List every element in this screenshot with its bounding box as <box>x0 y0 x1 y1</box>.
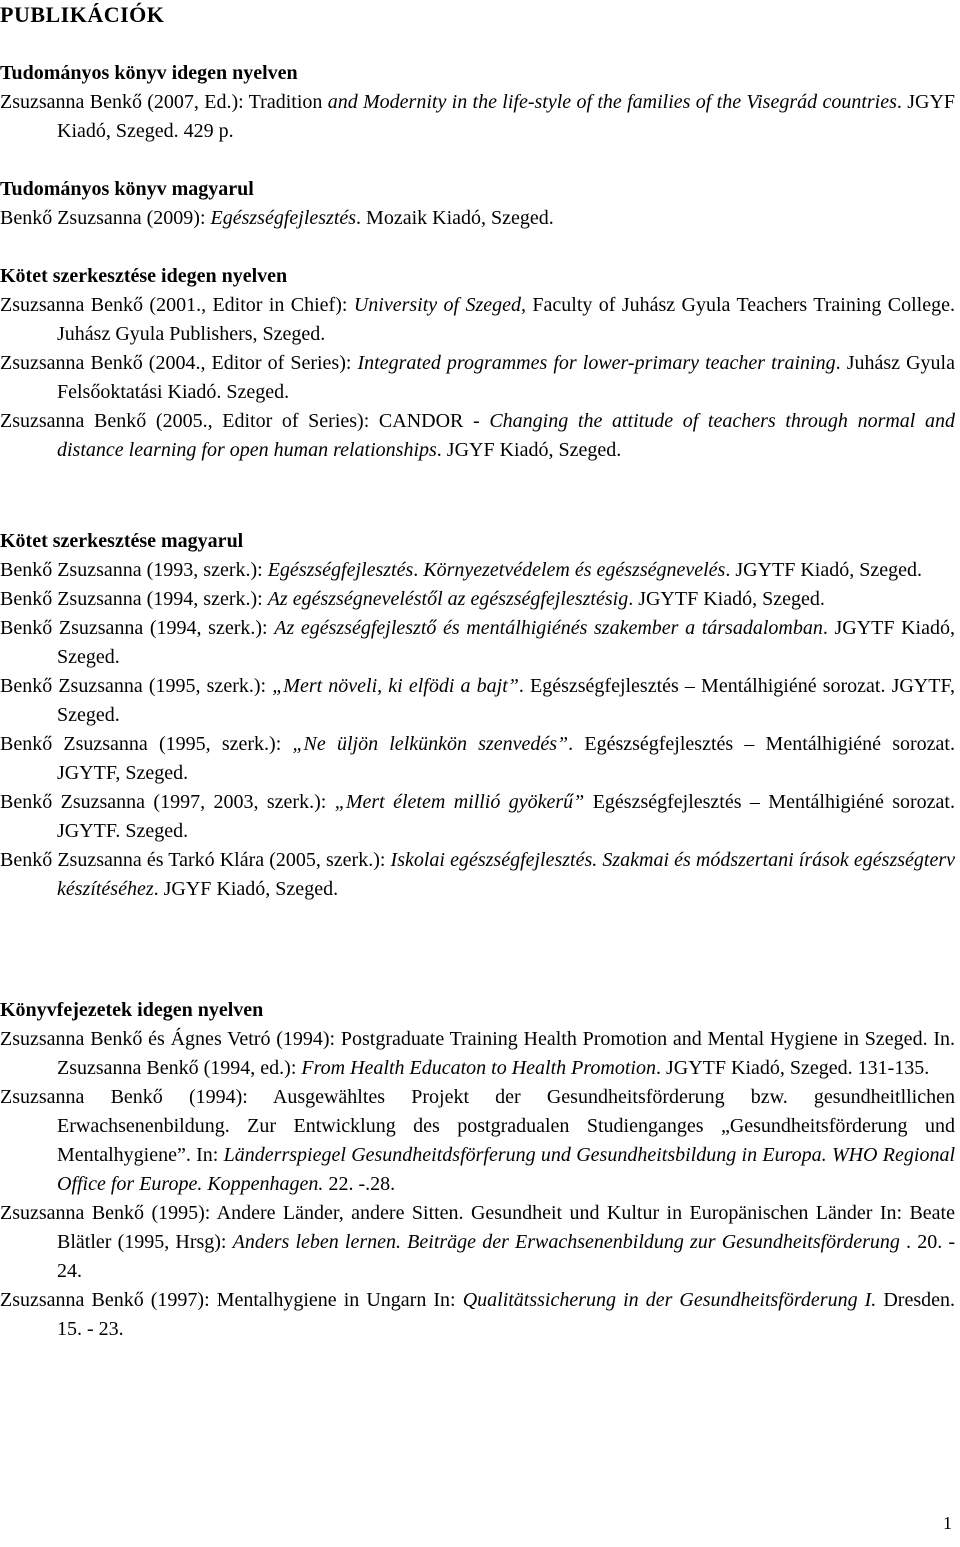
publication-entry <box>0 556 955 585</box>
publication-text: Zsuzsanna Benkő (1997): Mentalhygiene in Ungarn In: <box>0 1289 463 1311</box>
page-title: PUBLIKÁCIÓK <box>0 2 165 27</box>
publication-entry <box>0 349 955 407</box>
publication-entry <box>0 788 955 846</box>
publication-text: . JGYTF Kiadó, Szeged. 131-135. <box>655 1057 930 1079</box>
publication-text: Zsuzsanna Benkő (2001., Editor in Chief): <box>0 294 354 316</box>
publication-text: . JGYF Kiadó, Szeged. <box>153 878 339 900</box>
publication-text: Benkő Zsuzsanna (1995, szerk.): <box>0 733 293 755</box>
publication-text: , Faculty of Juhász Gyula Teachers Training College. Juhász Gyula Publishers, Szeged. <box>57 294 955 345</box>
section-heading: Tudományos könyv magyarul <box>0 178 254 200</box>
publication-title-italic: Qualitätssicherung in der Gesundheitsförderung I. <box>462 1289 877 1311</box>
publication-entry <box>0 204 955 233</box>
publication-title-italic: Länderrspiegel Gesundheitdsförferung und Gesundheitsbildung in Europa. WHO Regional Office for Europe. Koppenhagen. <box>57 1144 955 1195</box>
publication-entry <box>0 846 955 904</box>
publication-title-italic: Egészségfejlesztés <box>210 207 357 229</box>
publication-title-italic: Az egészségneveléstől az egészségfejlesztésig <box>267 588 629 610</box>
publication-entry <box>0 672 955 730</box>
publication-text: . Egészségfejlesztés – Mentálhigiéné sorozat. JGYTF, Szeged. <box>57 675 955 726</box>
publication-title-italic: Az egészségfejlesztő és mentálhigiénés szakember a társadalomban <box>274 617 823 639</box>
publication-title-italic: Iskolai egészségfejlesztés. Szakmai és módszertani írások egészségterv készítéséhez <box>57 849 955 900</box>
publication-title-italic: Egészségfejlesztés <box>267 559 414 581</box>
publication-text: Egészségfejlesztés – Mentálhigiéné sorozat. JGYTF. Szeged. <box>57 791 955 842</box>
publication-text: . <box>413 559 424 581</box>
section-foreign-book-chapters <box>0 996 960 1344</box>
publication-text: Benkő Zsuzsanna (1994, szerk.): <box>0 617 275 639</box>
publication-entry <box>0 614 955 672</box>
publication-text: 22. -.28. <box>323 1173 396 1195</box>
publication-title-italic: Changing the attitude of teachers through normal and distance learning for open human relationships <box>57 410 956 461</box>
section-foreign-book <box>0 59 960 146</box>
page-number: 1 <box>943 1513 952 1533</box>
publication-text: Benkő Zsuzsanna és Tarkó Klára (2005, szerk.): <box>0 849 391 871</box>
publication-title-italic: University of Szeged <box>353 294 522 316</box>
publication-entry <box>0 407 955 465</box>
publication-entry <box>0 291 955 349</box>
publication-text: . Juhász Gyula Felsőoktatási Kiadó. Szeged. <box>57 352 955 403</box>
publication-text: Benkő Zsuzsanna (1993, szerk.): <box>0 559 268 581</box>
publication-text: Benkő Zsuzsanna (1995, szerk.): <box>0 675 273 697</box>
publication-entry <box>0 730 955 788</box>
publication-text: Dresden. 15. - 23. <box>57 1289 956 1340</box>
section-foreign-edited-volume <box>0 262 960 465</box>
publication-text: . Egészségfejlesztés – Mentálhigiéné sorozat. JGYTF, Szeged. <box>57 733 955 784</box>
publication-title-italic: Integrated programmes for lower-primary teacher training <box>357 352 836 374</box>
publication-text: Benkő Zsuzsanna (1994, szerk.): <box>0 588 268 610</box>
publication-entry <box>0 88 955 146</box>
section-heading: Könyvfejezetek idegen nyelven <box>0 999 264 1021</box>
publication-title-italic: Környezetvédelem és egészségnevelés <box>423 559 726 581</box>
publication-text: . JGYTF Kiadó, Szeged. <box>628 588 825 610</box>
publication-text: Zsuzsanna Benkő (1994): Ausgewähltes Projekt der Gesundheitsförderung bzw. gesundheitllichen Erwachsenenbildung. Zur Entwicklung des postgradualen Studienganges „Gesundheitsförderung und Mentalhygiene”. In: <box>0 1086 955 1166</box>
section-hungarian-book <box>0 175 960 233</box>
publication-text: Zsuzsanna Benkő (2005., Editor of Series): CANDOR - <box>0 410 490 432</box>
publication-text: . JGYF Kiadó, Szeged. <box>436 439 622 461</box>
publication-text: Zsuzsanna Benkő és Ágnes Vetró (1994): Postgraduate Training Health Promotion and Mental Hygiene in Szeged. In. Zsuzsanna Benkő (1994, ed.): <box>0 1028 955 1079</box>
publication-text: Zsuzsanna Benkő (1995): Andere Länder, andere Sitten. Gesundheit und Kultur in Europänischen Länder In: Beate Blätler (1995, Hrsg): <box>0 1202 955 1253</box>
publication-text: . 20. - 24. <box>57 1231 956 1282</box>
publication-title-italic: „Mert növeli, ki elfödi a bajt” <box>272 675 519 697</box>
publication-text: Zsuzsanna Benkő (2004., Editor of Series): <box>0 352 358 374</box>
publication-title-italic: and Modernity in the life-style of the families of the Visegrád countries <box>327 91 897 113</box>
section-heading: Kötet szerkesztése magyarul <box>0 530 244 552</box>
publication-text: . JGYTF Kiadó, Szeged. <box>725 559 922 581</box>
publication-text: . JGYTF Kiadó, Szeged. <box>57 617 955 668</box>
publication-text: Benkő Zsuzsanna (1997, 2003, szerk.): <box>0 791 335 813</box>
section-heading: Tudományos könyv idegen nyelven <box>0 62 298 84</box>
publication-title-italic: „Mert életem millió gyökerű” <box>334 791 585 813</box>
publication-text: Zsuzsanna Benkő (2007, Ed.): Tradition <box>0 91 328 113</box>
publication-title-italic: „Ne üljön lelkünkön szenvedés” <box>292 733 569 755</box>
publication-text: . JGYF Kiadó, Szeged. 429 p. <box>57 91 956 142</box>
publication-text: . Mozaik Kiadó, Szeged. <box>356 207 554 229</box>
section-hungarian-edited-volume <box>0 527 960 904</box>
section-heading: Kötet szerkesztése idegen nyelven <box>0 265 288 287</box>
publication-entry <box>0 585 955 614</box>
publication-title-italic: From Health Educaton to Health Promotion <box>301 1057 656 1079</box>
publication-entry <box>0 1286 955 1344</box>
publication-text: Benkő Zsuzsanna (2009): <box>0 207 211 229</box>
publication-entry <box>0 1083 955 1199</box>
publication-entry <box>0 1025 955 1083</box>
publication-entry <box>0 1199 955 1286</box>
publication-title-italic: Anders leben lernen. Beiträge der Erwachsenenbildung zur Gesundheitsförderung <box>232 1231 900 1253</box>
